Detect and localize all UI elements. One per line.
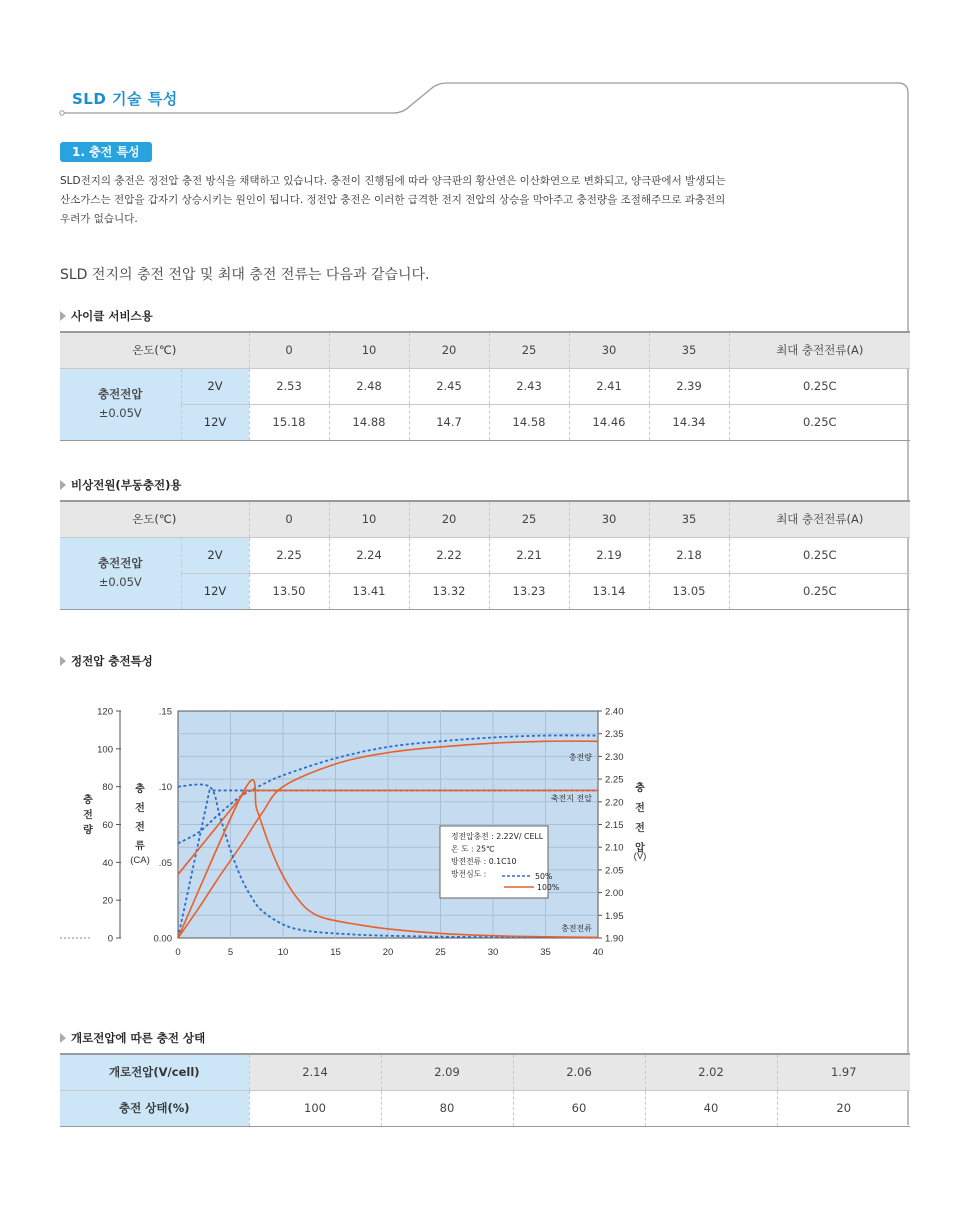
- current-axis-label-char: 충: [135, 784, 145, 795]
- table-row: [60, 1054, 910, 1090]
- temp-cell: 25: [489, 501, 569, 537]
- intro-line: 우려가 없습니다.: [60, 213, 138, 225]
- value-cell: 2.43: [489, 368, 569, 404]
- legend-text: 방전전류 : 0.1C10: [451, 857, 517, 866]
- value-cell: 2.41: [569, 368, 649, 404]
- triangle-bullet-icon: [60, 1033, 66, 1043]
- temp-cell: 30: [569, 332, 649, 368]
- cycle-table-label-text: 사이클 서비스용: [71, 309, 153, 323]
- table-row: [60, 537, 910, 573]
- chart-label-text: 정전압 충전특성: [71, 654, 153, 668]
- table-row: [60, 1090, 910, 1126]
- cycle-service-table: [60, 331, 910, 441]
- temp-cell: 0: [249, 501, 329, 537]
- voltage-group-cell: [60, 368, 181, 440]
- capacity-tick-label: 120: [97, 706, 113, 718]
- temp-cell: 20: [409, 332, 489, 368]
- series-label-capacity: 충전량: [568, 753, 592, 762]
- page-title: SLD 기술 특성: [72, 90, 178, 108]
- group-tolerance: ±0.05V: [98, 406, 142, 420]
- current-tick-label: .15: [158, 706, 172, 718]
- max-current-cell: 0.25C: [729, 368, 910, 404]
- voltage-type-cell: 2V: [181, 368, 249, 404]
- table-row: [60, 573, 910, 609]
- max-current-header: 최대 충전전류(A): [729, 501, 910, 537]
- table-row: [60, 368, 910, 404]
- temp-cell: 10: [329, 332, 409, 368]
- voltage-type-cell: 12V: [181, 573, 249, 609]
- value-cell: 2.22: [409, 537, 489, 573]
- x-tick-label: 30: [487, 947, 499, 958]
- ocv-value-cell: 2.06: [513, 1054, 645, 1090]
- value-cell: 13.41: [329, 573, 409, 609]
- value-cell: 2.21: [489, 537, 569, 573]
- max-current-header: 최대 충전전류(A): [729, 332, 910, 368]
- current-tick-label: .05: [158, 857, 172, 869]
- current-axis-label-char: 류: [135, 841, 145, 852]
- x-tick-label: 0: [175, 947, 181, 958]
- temp-cell: 35: [649, 332, 729, 368]
- intro-line: SLD전지의 충전은 정전압 충전 방식을 채택하고 있습니다. 충전이 진행됨에 따라 양극판의 황산연은 이산화연으로 변화되고, 양극판에서 발생되는: [60, 175, 726, 187]
- legend-text: 정전압충전 : 2.22V/ CELL: [451, 832, 544, 841]
- voltage-type-cell: 12V: [181, 404, 249, 440]
- value-cell: 14.58: [489, 404, 569, 440]
- chart-label: [60, 653, 153, 669]
- voltage-tick-label: 2.25: [605, 774, 624, 786]
- ocv-value-cell: 2.14: [249, 1054, 381, 1090]
- capacity-tick-label: 40: [102, 857, 113, 869]
- x-tick-label: 25: [435, 947, 446, 958]
- value-cell: 14.34: [649, 404, 729, 440]
- group-tolerance: ±0.05V: [98, 575, 142, 589]
- temp-cell: 20: [409, 501, 489, 537]
- voltage-tick-label: 2.15: [605, 820, 624, 831]
- value-cell: 2.48: [329, 368, 409, 404]
- intro-paragraph: [60, 172, 840, 229]
- value-cell: 2.39: [649, 368, 729, 404]
- float-table-label: [60, 477, 182, 493]
- temp-cell: 30: [569, 501, 649, 537]
- voltage-tick-label: 2.05: [605, 865, 624, 877]
- ocv-value-cell: 2.09: [381, 1054, 513, 1090]
- value-cell: 13.32: [409, 573, 489, 609]
- value-cell: 13.05: [649, 573, 729, 609]
- x-tick-label: 10: [277, 947, 289, 958]
- value-cell: 2.19: [569, 537, 649, 573]
- capacity-tick-label: 0: [107, 933, 113, 945]
- ocv-row-label: 개로전압(V/cell): [60, 1054, 249, 1090]
- voltage-tick-label: 1.95: [605, 910, 624, 922]
- voltage-axis-label-char: 압: [635, 843, 645, 854]
- current-axis-label-char: 전: [135, 803, 145, 814]
- current-axis-unit: (CA): [130, 855, 150, 866]
- value-cell: 13.23: [489, 573, 569, 609]
- value-cell: 2.25: [249, 537, 329, 573]
- voltage-tick-label: 2.35: [605, 729, 624, 741]
- series-label-voltage: 축전지 전압: [550, 794, 592, 803]
- x-tick-label: 40: [592, 947, 604, 958]
- voltage-tick-label: 2.00: [605, 888, 624, 900]
- temp-cell: 0: [249, 332, 329, 368]
- voltage-axis-label-char: 전: [635, 823, 645, 834]
- x-tick-label: 35: [540, 947, 551, 958]
- soc-value-cell: 40: [645, 1090, 777, 1126]
- capacity-tick-label: 80: [102, 782, 113, 794]
- voltage-tick-label: 1.90: [605, 933, 624, 945]
- current-tick-label: 0.00: [153, 933, 172, 945]
- value-cell: 13.14: [569, 573, 649, 609]
- capacity-tick-label: 100: [97, 744, 113, 756]
- value-cell: 14.46: [569, 404, 649, 440]
- value-cell: 2.18: [649, 537, 729, 573]
- soc-value-cell: 60: [513, 1090, 645, 1126]
- value-cell: 2.45: [409, 368, 489, 404]
- ocv-table-label-text: 개로전압에 따른 충전 상태: [71, 1031, 206, 1045]
- voltage-type-cell: 2V: [181, 537, 249, 573]
- temp-cell: 10: [329, 501, 409, 537]
- soc-value-cell: 20: [777, 1090, 910, 1126]
- group-label: 충전전압: [98, 556, 143, 570]
- x-tick-label: 20: [382, 947, 394, 958]
- value-cell: 2.53: [249, 368, 329, 404]
- cycle-table-label: [60, 308, 153, 324]
- table-header-row: [60, 332, 910, 368]
- voltage-tick-label: 2.30: [605, 751, 624, 763]
- charging-characteristic-chart: [60, 700, 660, 970]
- max-current-cell: 0.25C: [729, 537, 910, 573]
- section-badge: 1. 충전 특성: [60, 142, 152, 162]
- section-subtitle: SLD 전지의 충전 전압 및 최대 충전 전류는 다음과 같습니다.: [60, 267, 430, 283]
- soc-value-cell: 100: [249, 1090, 381, 1126]
- temp-cell: 35: [649, 501, 729, 537]
- voltage-tick-label: 2.10: [605, 842, 624, 854]
- table-row: [60, 404, 910, 440]
- ocv-table: [60, 1053, 910, 1127]
- series-label-current: 충전전류: [561, 924, 592, 933]
- capacity-axis-label-char: 량: [83, 825, 93, 836]
- current-axis-label-char: 전: [135, 822, 145, 833]
- ocv-value-cell: 1.97: [777, 1054, 910, 1090]
- ocv-table-label: [60, 1030, 205, 1046]
- intro-line: 산소가스는 전압을 갑자기 상승시키는 원인이 됩니다. 정전압 충전은 이러한 급격한 전지 전압의 상승을 막아주고 충전량을 조절해주므로 과충전의: [60, 194, 726, 206]
- voltage-axis-label-char: 전: [635, 803, 645, 814]
- float-service-table: [60, 500, 910, 610]
- triangle-bullet-icon: [60, 656, 66, 666]
- max-current-cell: 0.25C: [729, 404, 910, 440]
- value-cell: 2.24: [329, 537, 409, 573]
- capacity-axis-label-char: 충: [83, 795, 93, 806]
- max-current-cell: 0.25C: [729, 573, 910, 609]
- legend-entry-label: 100%: [537, 883, 560, 892]
- voltage-axis-unit: (V): [633, 851, 647, 862]
- capacity-tick-label: 60: [102, 820, 113, 831]
- temp-cell: 25: [489, 332, 569, 368]
- soc-value-cell: 80: [381, 1090, 513, 1126]
- voltage-tick-label: 2.40: [605, 706, 624, 718]
- group-label: 충전전압: [98, 387, 143, 401]
- x-tick-label: 5: [227, 947, 234, 958]
- x-tick-label: 15: [330, 947, 341, 958]
- value-cell: 13.50: [249, 573, 329, 609]
- soc-row-label: 충전 상태(%): [60, 1090, 249, 1126]
- current-tick-label: .10: [158, 782, 172, 794]
- capacity-axis-label-char: 전: [83, 810, 93, 821]
- triangle-bullet-icon: [60, 311, 66, 321]
- legend-text: 온 도 : 25℃: [451, 844, 495, 854]
- temp-header: 온도(℃): [60, 501, 249, 537]
- voltage-group-cell: [60, 537, 181, 609]
- value-cell: 14.7: [409, 404, 489, 440]
- float-table-label-text: 비상전원(부동충전)용: [71, 478, 182, 492]
- legend-text: 방전심도 :: [451, 869, 487, 879]
- temp-header: 온도(℃): [60, 332, 249, 368]
- table-header-row: [60, 501, 910, 537]
- capacity-tick-label: 20: [102, 895, 113, 907]
- value-cell: 15.18: [249, 404, 329, 440]
- legend-entry-label: 50%: [535, 872, 553, 881]
- voltage-axis-label-char: 충: [635, 783, 645, 794]
- triangle-bullet-icon: [60, 480, 66, 490]
- voltage-tick-label: 2.20: [605, 797, 624, 809]
- ocv-value-cell: 2.02: [645, 1054, 777, 1090]
- value-cell: 14.88: [329, 404, 409, 440]
